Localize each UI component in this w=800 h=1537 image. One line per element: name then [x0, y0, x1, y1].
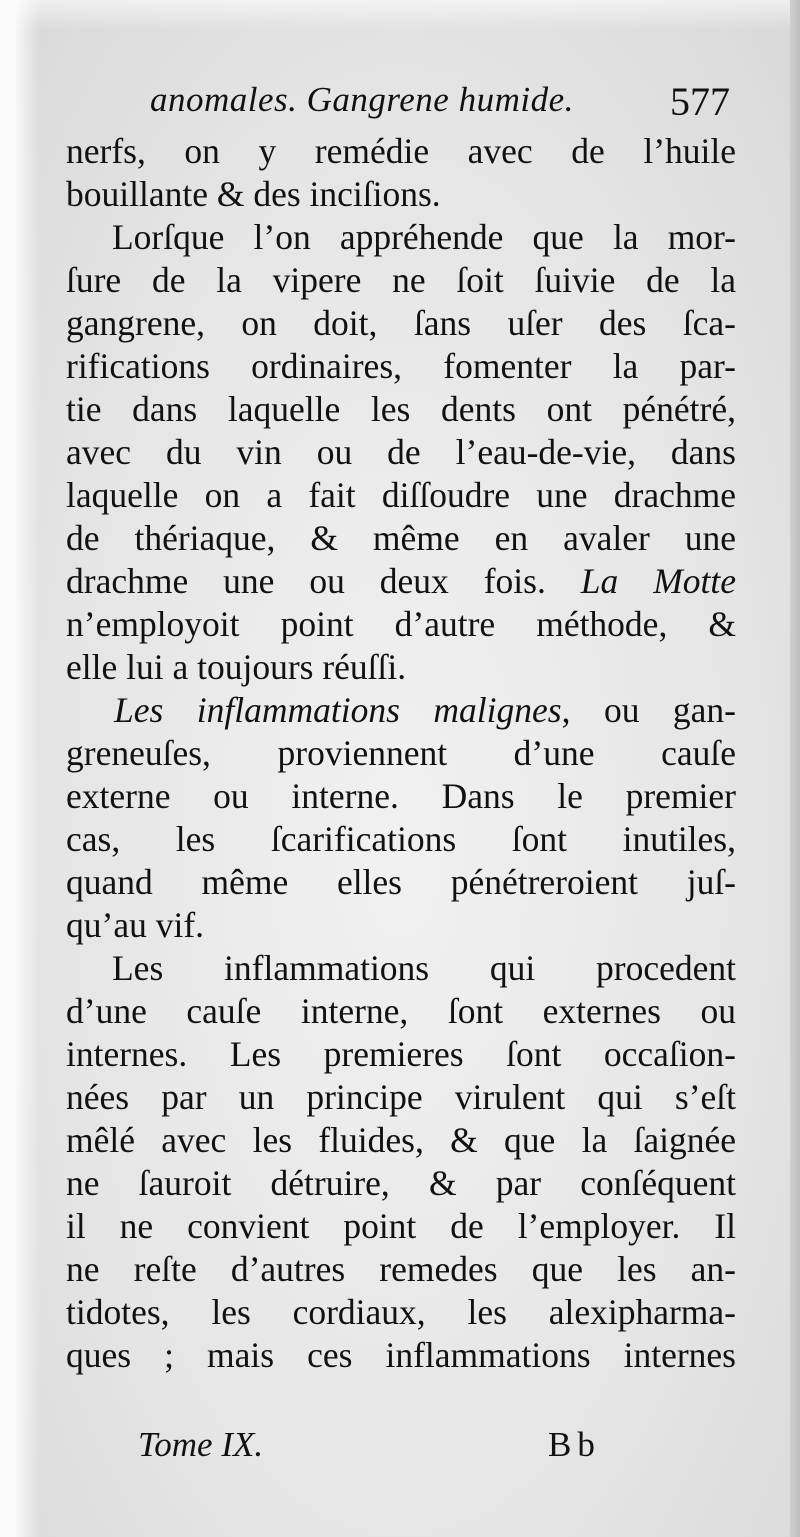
page-right-edge — [790, 0, 800, 1537]
text-line: ne ſauroit détruire, & par conſéquent — [66, 1163, 736, 1203]
text-line: rifications ordinaires, fomenter la par- — [66, 346, 736, 386]
text-line: ne reſte d’autres remedes que les an- — [66, 1249, 736, 1289]
text-line: d’une cauſe interne, ſont externes ou — [66, 991, 736, 1031]
text-line: nerfs, on y remédie avec de l’huile — [66, 131, 736, 171]
italic-term: Les inflammations malignes — [114, 690, 562, 730]
text-line: avec du vin ou de l’eau-de-vie, dans — [66, 432, 736, 472]
text-line: bouillante & des inciſions. — [66, 174, 441, 214]
text-line: n’employoit point d’autre méthode, & — [66, 604, 736, 644]
text-line: ques ; mais ces inflammations internes — [66, 1335, 736, 1375]
page-left-margin — [0, 0, 16, 1537]
page-footer — [138, 1425, 618, 1475]
volume-signature: Tome IX. — [138, 1425, 264, 1464]
text-line: internes. Les premieres ſont occaſion- — [66, 1034, 736, 1074]
text-line: gangrene, on doit, ſans uſer des ſca- — [66, 303, 736, 343]
running-head-title: anomales. Gangrene humide. — [150, 80, 574, 119]
text-line: qu’au vif. — [66, 905, 205, 945]
text-segment: , ou gan- — [561, 690, 736, 730]
text-line: Lorſque l’on appréhende que la mor- — [112, 217, 736, 257]
page-number: 577 — [670, 79, 730, 124]
text-segment: drachme une ou deux fois. — [66, 561, 581, 601]
text-line — [66, 689, 736, 732]
text-line: de thériaque, & même en avaler une — [66, 518, 736, 558]
text-line: externe ou interne. Dans le premier — [66, 776, 736, 816]
running-head — [150, 78, 740, 134]
text-line: cas, les ſcarifications ſont inutiles, — [66, 819, 736, 859]
text-line: ſure de la vipere ne ſoit ſuivie de la — [66, 260, 736, 300]
text-line: tidotes, les cordiaux, les alexipharma- — [66, 1292, 736, 1332]
text-line: greneuſes, proviennent d’une cauſe — [66, 733, 736, 773]
text-line: mêlé avec les fluides, & que la ſaignée — [66, 1120, 736, 1160]
text-line: elle lui a toujours réuſſi. — [66, 647, 407, 687]
text-line: laquelle on a fait diſſoudre une drachme — [66, 475, 736, 515]
text-line: tie dans laquelle les dents ont pénétré, — [66, 389, 736, 429]
text-line: il ne convient point de l’employer. Il — [66, 1206, 736, 1246]
body-text — [66, 130, 736, 1377]
italic-name: La Motte — [580, 561, 736, 601]
text-line — [66, 560, 736, 603]
text-line: quand même elles pénétreroient juſ- — [66, 862, 736, 902]
text-line: nées par un principe virulent qui s’eſt — [66, 1077, 736, 1117]
text-line: Les inflammations qui procedent — [112, 948, 736, 988]
gathering-signature: Bb — [548, 1425, 601, 1464]
